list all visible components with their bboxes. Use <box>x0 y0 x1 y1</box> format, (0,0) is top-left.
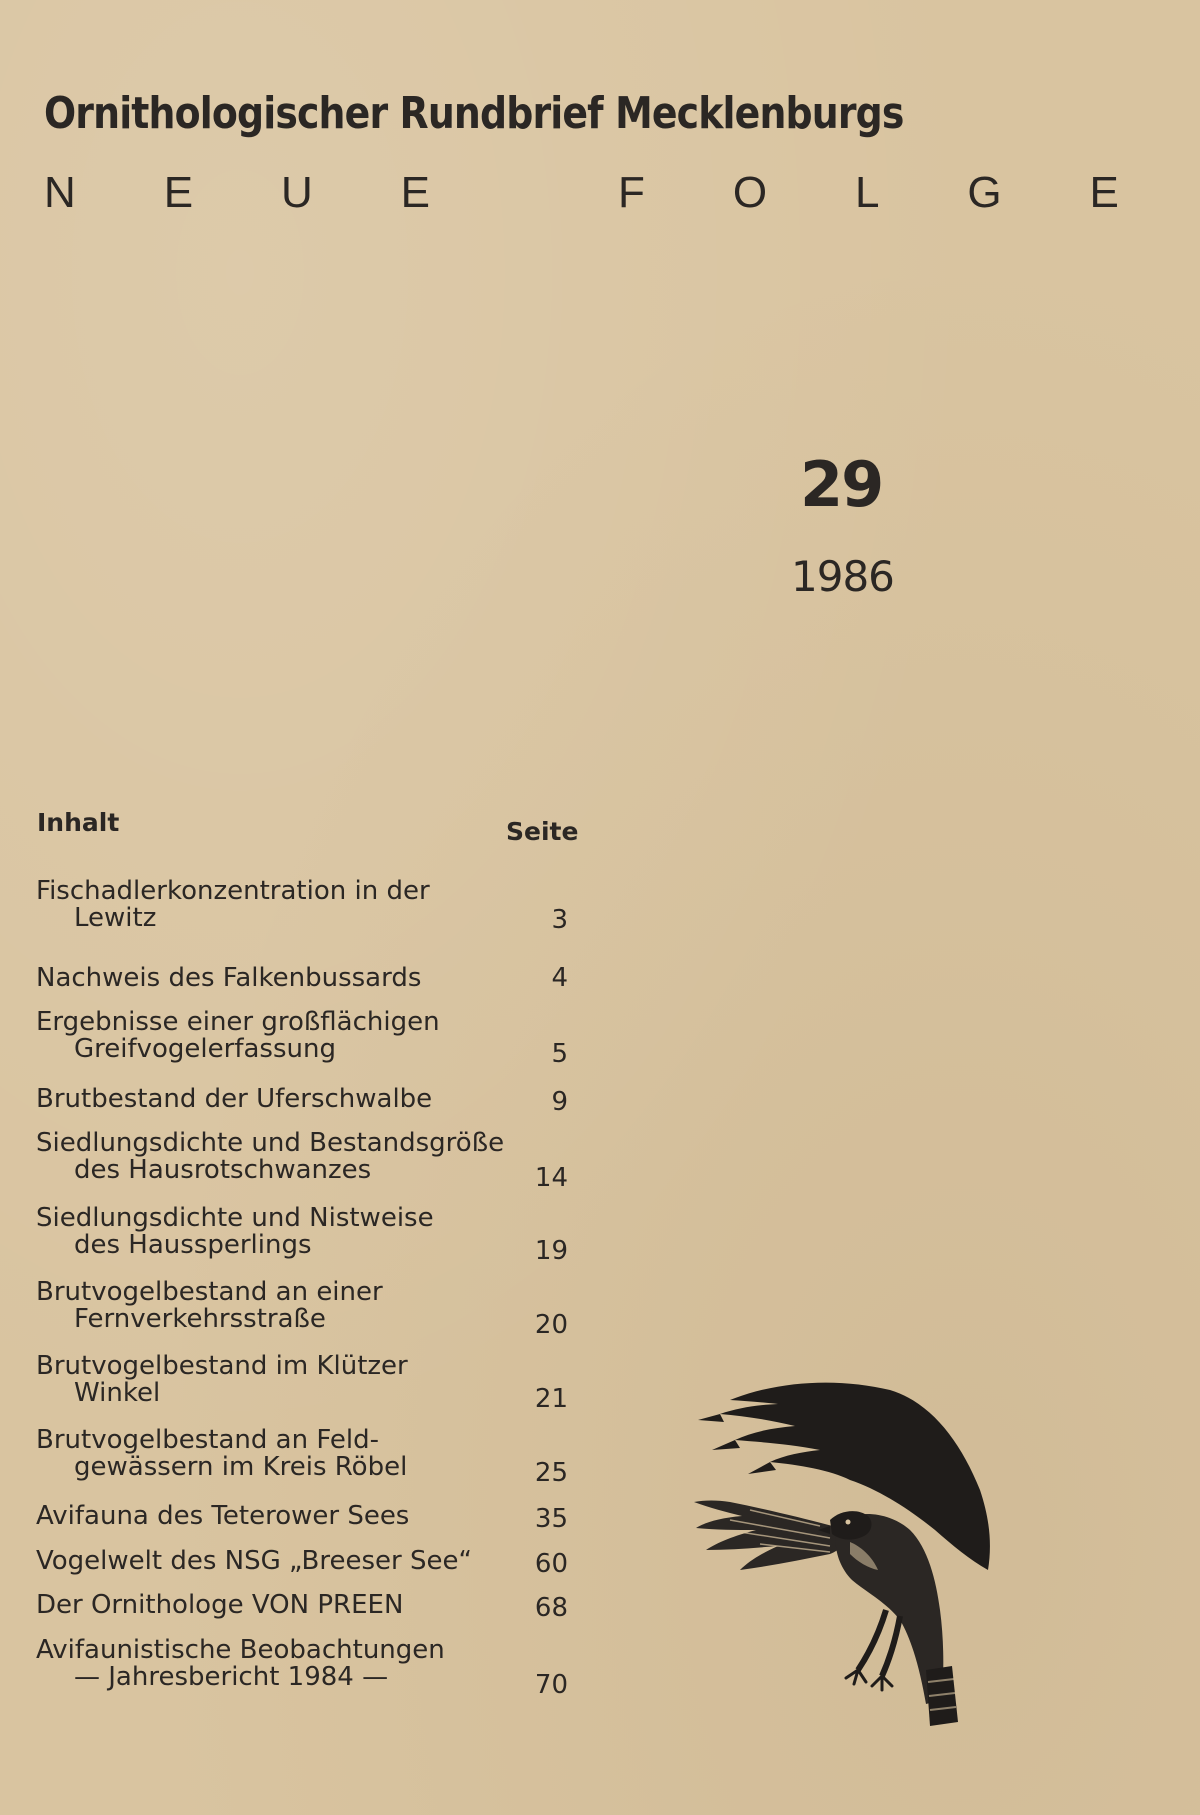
osprey-illustration <box>690 1370 1020 1730</box>
subtitle-letter: U <box>280 168 313 217</box>
subtitle-letter: N <box>44 168 76 217</box>
toc-entry-page: 68 <box>534 1593 568 1623</box>
toc-entry-title: Fischadlerkonzentration in der <box>36 876 430 906</box>
toc-entry-page: 60 <box>534 1549 568 1579</box>
toc-entry-title-continued: Lewitz <box>74 903 157 933</box>
toc-entry-title: Brutbestand der Uferschwalbe <box>36 1084 433 1114</box>
toc-entry-title: Siedlungsdichte und Bestandsgröße <box>36 1128 505 1158</box>
toc-entry-title: Brutvogelbestand im Klützer <box>36 1351 408 1381</box>
toc-entry-page: 3 <box>551 905 568 935</box>
toc-entry-title-continued: des Hausrotschwanzes <box>74 1155 372 1185</box>
toc-entry-title-continued: Greifvogelerfassung <box>74 1034 336 1064</box>
toc-entry-page: 9 <box>551 1087 568 1117</box>
toc-entry-title: Der Ornithologe VON PREEN <box>36 1590 404 1620</box>
toc-entry-title: Vogelwelt des NSG „Breeser See“ <box>36 1546 472 1576</box>
toc-entry-title-continued: des Haussperlings <box>74 1230 312 1260</box>
toc-entry-title-continued: gewässern im Kreis Röbel <box>74 1452 408 1482</box>
subtitle-letter: O <box>732 168 768 217</box>
journal-title: Ornithologischer Rundbrief Mecklenburgs <box>44 88 904 139</box>
toc-entry-page: 20 <box>534 1310 568 1340</box>
subtitle-letter: F <box>618 168 645 217</box>
subtitle-letter: G <box>967 168 1002 217</box>
subtitle-letter: L <box>854 168 880 217</box>
toc-entry-title: Avifauna des Teterower Sees <box>36 1501 410 1531</box>
issue-number: 29 <box>800 448 883 521</box>
toc-entry-page: 35 <box>534 1504 568 1534</box>
toc-entry-title-continued: — Jahresbericht 1984 — <box>74 1662 389 1692</box>
toc-entry-page: 70 <box>534 1670 568 1700</box>
toc-entry-title: Avifaunistische Beobachtungen <box>36 1635 445 1665</box>
toc-entry-title: Ergebnisse einer großflächigen <box>36 1007 440 1037</box>
subtitle-letter: E <box>1089 168 1119 217</box>
toc-entry-title: Brutvogelbestand an Feld- <box>36 1425 379 1455</box>
issue-year: 1986 <box>791 552 894 601</box>
contents-heading: Inhalt <box>37 808 120 837</box>
toc-entry-title: Brutvogelbestand an einer <box>36 1277 383 1307</box>
toc-entry-page: 21 <box>534 1384 568 1414</box>
toc-entry-title: Siedlungsdichte und Nistweise <box>36 1203 434 1233</box>
toc-entry-page: 5 <box>551 1039 568 1069</box>
toc-entry-title: Nachweis des Falkenbussards <box>36 963 422 993</box>
page-column-heading: Seite <box>506 817 579 846</box>
subtitle-letter: E <box>400 168 430 217</box>
toc-entry-page: 4 <box>551 963 568 993</box>
toc-entry-page: 25 <box>534 1458 568 1488</box>
toc-entry-page: 14 <box>534 1163 568 1193</box>
toc-entry-page: 19 <box>534 1236 568 1266</box>
toc-entry-title-continued: Winkel <box>74 1378 161 1408</box>
toc-entry-title-continued: Fernverkehrsstraße <box>74 1304 326 1334</box>
subtitle-letter: E <box>163 168 194 217</box>
